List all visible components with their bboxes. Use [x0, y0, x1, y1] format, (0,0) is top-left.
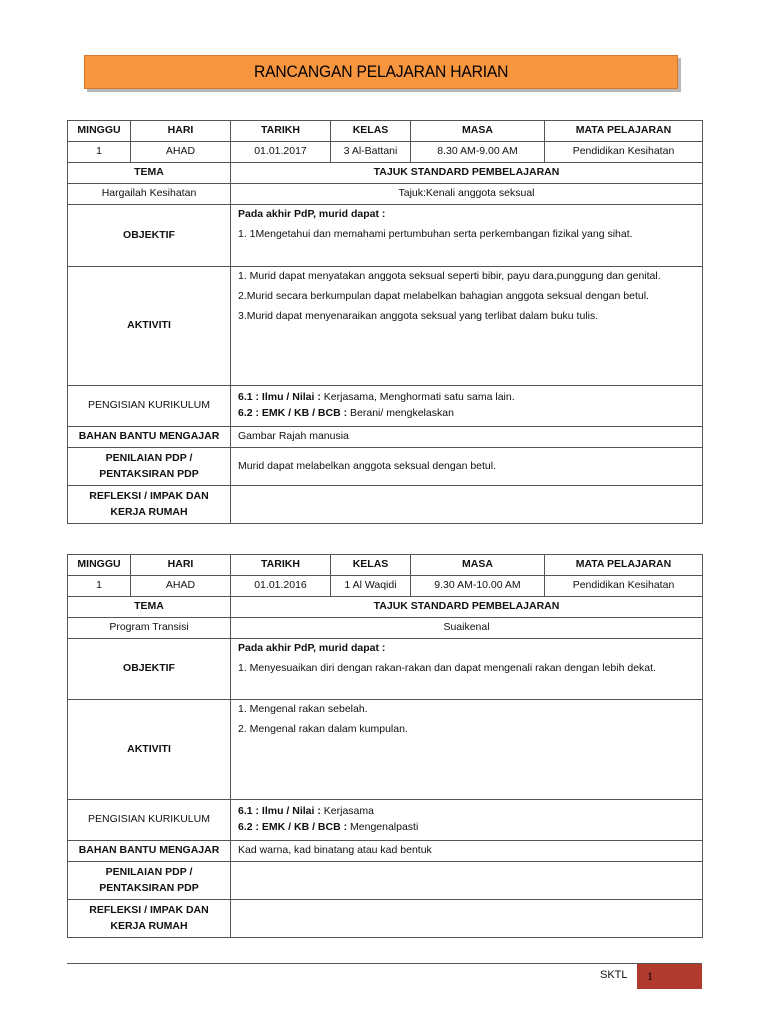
cell-aktiviti	[231, 700, 703, 800]
label-penilaian-line-1: PENILAIAN PDP /	[105, 451, 193, 464]
cell-pengisian	[231, 386, 703, 427]
footer-label: SKTL	[600, 969, 628, 981]
header-kelas: KELAS	[331, 555, 411, 576]
cell-hari: AHAD	[131, 142, 231, 163]
aktiviti-item: 3.Murid dapat menyenaraikan anggota seksual yang terlibat dalam buku tulis.	[238, 309, 599, 322]
label-aktiviti: AKTIVITI	[68, 267, 231, 386]
label-penilaian-line-1: PENILAIAN PDP /	[105, 865, 193, 878]
page-number: 1	[637, 964, 702, 989]
objektif-intro: Pada akhir PdP, murid dapat :	[238, 208, 386, 220]
objektif-item: 1. 1Mengetahui dan memahami pertumbuhan serta perkembangan fizikal yang sihat.	[238, 227, 633, 240]
cell-objektif	[231, 639, 703, 700]
aktiviti-item: 2. Mengenal rakan dalam kumpulan.	[238, 722, 408, 735]
cell-objektif	[231, 205, 703, 267]
cell-hari: AHAD	[131, 576, 231, 597]
label-tema: TEMA	[68, 597, 231, 618]
label-objektif: OBJEKTIF	[68, 639, 231, 700]
label-refleksi-line-2: KERJA RUMAH	[110, 919, 188, 932]
cell-minggu: 1	[68, 142, 131, 163]
cell-tarikh: 01.01.2016	[231, 576, 331, 597]
header-mata-pelajaran: MATA PELAJARAN	[545, 121, 703, 142]
cell-tajuk: Suaikenal	[231, 618, 703, 639]
label-objektif: OBJEKTIF	[68, 205, 231, 267]
label-tema: TEMA	[68, 163, 231, 184]
pengisian-1-value: Kerjasama	[323, 805, 374, 818]
header-hari: HARI	[131, 121, 231, 142]
aktiviti-item: 1. Murid dapat menyatakan anggota seksual seperti bibir, payu dara,punggung dan genital.	[238, 270, 661, 282]
label-tajuk: TAJUK STANDARD PEMBELAJARAN	[231, 597, 703, 618]
objektif-intro: Pada akhir PdP, murid dapat :	[238, 642, 386, 654]
label-refleksi-line-1: REFLEKSI / IMPAK DAN	[89, 903, 209, 916]
label-refleksi	[68, 486, 231, 524]
cell-tema: Hargailah Kesihatan	[68, 184, 231, 205]
label-bbm: BAHAN BANTU MENGAJAR	[68, 427, 231, 448]
cell-refleksi	[231, 486, 703, 524]
header-kelas: KELAS	[331, 121, 411, 142]
label-penilaian	[68, 862, 231, 900]
header-masa: MASA	[411, 555, 545, 576]
cell-minggu: 1	[68, 576, 131, 597]
aktiviti-item: 2.Murid secara berkumpulan dapat melabelkan bahagian anggota seksual dengan betul.	[238, 289, 649, 302]
cell-tema: Program Transisi	[68, 618, 231, 639]
label-pengisian: PENGISIAN KURIKULUM	[68, 386, 231, 427]
aktiviti-item: 1. Mengenal rakan sebelah.	[238, 703, 368, 715]
cell-tarikh: 01.01.2017	[231, 142, 331, 163]
label-refleksi-line-2: KERJA RUMAH	[110, 505, 188, 518]
title-banner	[84, 55, 678, 89]
label-refleksi	[68, 900, 231, 938]
pengisian-1-label: 6.1 : Ilmu / Nilai :	[238, 805, 321, 818]
label-penilaian-line-2: PENTAKSIRAN PDP	[99, 467, 199, 480]
lesson-plan-table-2	[67, 554, 703, 938]
cell-kelas: 3 Al-Battani	[331, 142, 411, 163]
document-title: RANCANGAN PELAJARAN HARIAN	[253, 62, 509, 81]
pengisian-2-value: Berani/ mengkelaskan	[350, 407, 454, 419]
objektif-item: 1. Menyesuaikan diri dengan rakan-rakan dan dapat mengenali rakan dengan lebih dekat.	[238, 661, 656, 674]
header-tarikh: TARIKH	[231, 121, 331, 142]
cell-kelas: 1 Al Waqidi	[331, 576, 411, 597]
pengisian-1-value: Kerjasama, Menghormati satu sama lain.	[323, 391, 515, 404]
lesson-plan-table-1	[67, 120, 703, 524]
label-aktiviti: AKTIVITI	[68, 700, 231, 800]
cell-bbm: Gambar Rajah manusia	[231, 427, 703, 448]
cell-mata-pelajaran: Pendidikan Kesihatan	[545, 142, 703, 163]
label-refleksi-line-1: REFLEKSI / IMPAK DAN	[89, 489, 209, 502]
cell-mata-pelajaran: Pendidikan Kesihatan	[545, 576, 703, 597]
cell-masa: 8.30 AM-9.00 AM	[411, 142, 545, 163]
header-mata-pelajaran: MATA PELAJARAN	[545, 555, 703, 576]
pengisian-1-label: 6.1 : Ilmu / Nilai :	[238, 391, 321, 404]
cell-refleksi	[231, 900, 703, 938]
label-penilaian	[68, 448, 231, 486]
cell-bbm: Kad warna, kad binatang atau kad bentuk	[231, 841, 703, 862]
label-pengisian: PENGISIAN KURIKULUM	[68, 800, 231, 841]
pengisian-2-value: Mengenalpasti	[350, 821, 419, 833]
cell-aktiviti	[231, 267, 703, 386]
pengisian-2-label: 6.2 : EMK / KB / BCB :	[238, 821, 348, 833]
header-hari: HARI	[131, 555, 231, 576]
pengisian-2-label: 6.2 : EMK / KB / BCB :	[238, 407, 348, 419]
cell-pengisian	[231, 800, 703, 841]
header-minggu: MINGGU	[68, 555, 131, 576]
cell-tajuk: Tajuk:Kenali anggota seksual	[231, 184, 703, 205]
label-bbm: BAHAN BANTU MENGAJAR	[68, 841, 231, 862]
header-tarikh: TARIKH	[231, 555, 331, 576]
header-masa: MASA	[411, 121, 545, 142]
label-tajuk: TAJUK STANDARD PEMBELAJARAN	[231, 163, 703, 184]
header-minggu: MINGGU	[68, 121, 131, 142]
footer-divider	[67, 963, 702, 964]
cell-masa: 9.30 AM-10.00 AM	[411, 576, 545, 597]
label-penilaian-line-2: PENTAKSIRAN PDP	[99, 881, 199, 894]
cell-penilaian: Murid dapat melabelkan anggota seksual dengan betul.	[231, 448, 703, 486]
cell-penilaian	[231, 862, 703, 900]
